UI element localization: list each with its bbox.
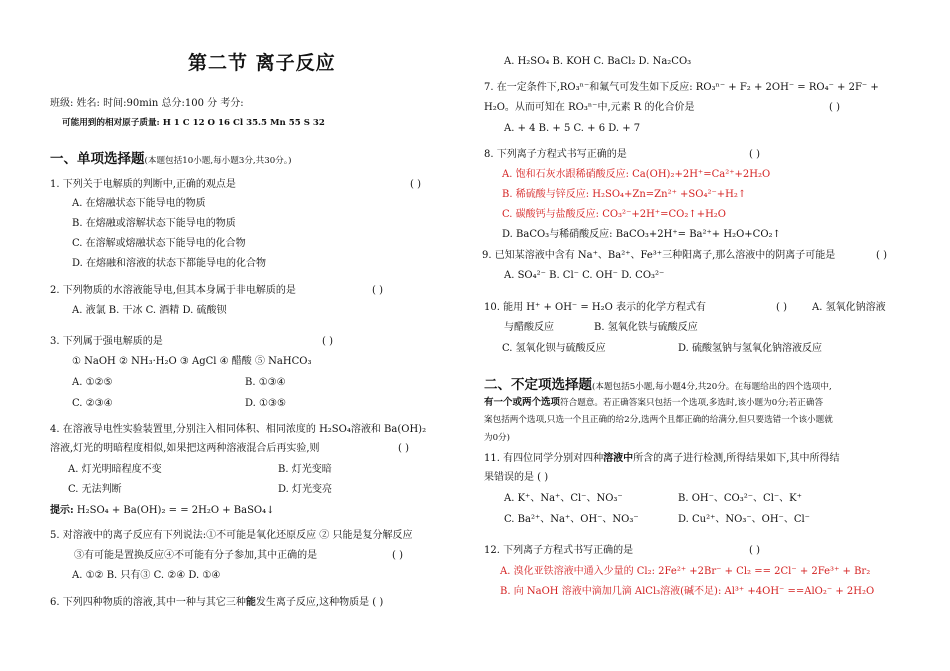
q4-option-d: D. 灯光变亮	[278, 484, 333, 495]
q2-stem: 2. 下列物质的水溶液能导电,但其本身属于非电解质的是	[50, 285, 296, 296]
q2-answer-paren[interactable]: ( )	[372, 285, 383, 296]
q2-options: A. 液氯 B. 干冰 C. 酒精 D. 硫酸钡	[72, 305, 227, 316]
q12-answer-paren[interactable]: ( )	[749, 545, 760, 556]
q5-line2: ③有可能是置换反应④不可能有分子参加,其中正确的是	[74, 550, 318, 561]
q6-stem-c: 发生离子反应,这种物质是 ( )	[255, 597, 384, 608]
q4-line2: 溶液,灯光的明暗程度相似,如果把这两种溶液混合后再实验,则	[50, 443, 320, 454]
q4-option-c: C. 无法判断	[68, 484, 122, 495]
section2-header	[484, 377, 832, 393]
q3-option-c: C. ②③④	[72, 398, 113, 409]
q5-options: A. ①② B. 只有③ C. ②④ D. ①④	[72, 570, 221, 581]
q11-line1	[484, 453, 839, 465]
q4-answer-paren[interactable]: ( )	[398, 443, 409, 454]
section1-heading: 一、单项选择题	[50, 151, 145, 167]
page-title: 第二节 离子反应	[188, 52, 336, 74]
q10-answer-paren[interactable]: ( )	[776, 302, 787, 313]
q9-options: A. SO₄²⁻ B. Cl⁻ C. OH⁻ D. CO₃²⁻	[504, 270, 665, 281]
q11-line2: 果错误的是 ( )	[484, 472, 549, 483]
q6-stem-a: 6. 下列四种物质的溶液,其中一种与其它三种	[50, 597, 246, 608]
hint-line	[50, 505, 275, 517]
q3-option-a: A. ①②⑤	[72, 377, 113, 388]
q3-items: ① NaOH ② NH₃·H₂O ③ AgCl ④ 醋酸 ⑤ NaHCO₃	[72, 356, 312, 367]
hint-text: H₂SO₄ + Ba(OH)₂ = = 2H₂O + BaSO₄↓	[76, 505, 275, 516]
section2-note2-line	[484, 397, 823, 408]
section2-note2-bold: 有一个或两个选项	[484, 397, 561, 408]
q6-stem	[50, 597, 383, 609]
q10-stem: 10. 能用 H⁺ + OH⁻ = H₂O 表示的化学方程式有	[484, 302, 707, 313]
q11-line1c: 所含的离子进行检测,所得结果如下,其中所得结	[633, 453, 840, 464]
q11-line1b: 溶液中	[603, 453, 634, 464]
q4-option-b: B. 灯光变暗	[278, 464, 332, 475]
q3-stem: 3. 下列属于强电解质的是	[50, 336, 163, 347]
q10-option-b: B. 氢氧化铁与硫酸反应	[594, 322, 698, 333]
q10-option-a-part1: A. 氢氧化钠溶液	[812, 302, 886, 313]
q5-line1: 5. 对溶液中的离子反应有下列说法:①不可能是氧化还原反应 ② 只能是复分解反应	[50, 530, 413, 541]
q1-option-b: B. 在熔融或溶解状态下能导电的物质	[72, 218, 236, 229]
section2-note4: 为0分)	[484, 433, 511, 443]
q1-option-d: D. 在熔融和溶液的状态下都能导电的化合物	[72, 258, 267, 269]
q3-option-d: D. ①③⑤	[245, 398, 286, 409]
q8-stem: 8. 下列离子方程式书写正确的是	[484, 149, 627, 160]
q9-answer-paren[interactable]: ( )	[876, 250, 887, 261]
q6-stem-b: 能	[245, 597, 256, 608]
q4-line1: 4. 在溶液导电性实验装置里,分别注入相同体积、相同浓度的 H₂SO₄溶液和 Ba(OH)₂	[50, 424, 427, 435]
q8-option-a: A. 饱和石灰水跟稀硝酸反应: Ca(OH)₂+2H⁺=Ca²⁺+2H₂O	[502, 169, 771, 180]
q8-option-d: D. BaCO₃与稀硝酸反应: BaCO₃+2H⁺= Ba²⁺+ H₂O+CO₂↑	[502, 229, 781, 240]
q5-answer-paren[interactable]: ( )	[392, 550, 403, 561]
q7-options: A. + 4 B. + 5 C. + 6 D. + 7	[504, 123, 641, 134]
q3-answer-paren[interactable]: ( )	[322, 336, 333, 347]
q11-line1a: 11. 有四位同学分别对四种	[484, 453, 604, 464]
q9-stem: 9. 已知某溶液中含有 Na⁺、Ba²⁺、Fe³⁺三种阳离子,那么溶液中的阴离子可能是	[482, 250, 836, 261]
section1-header	[50, 151, 291, 167]
q11-option-c: C. Ba²⁺、Na⁺、OH⁻、NO₃⁻	[504, 514, 639, 525]
q10-option-d: D. 硫酸氢钠与氢氧化钠溶液反应	[678, 343, 823, 354]
section1-note: (本题包括10小题,每小题3分,共30分。)	[144, 156, 292, 166]
q4-option-a: A. 灯光明暗程度不变	[68, 464, 162, 475]
q8-answer-paren[interactable]: ( )	[749, 149, 760, 160]
q11-option-b: B. OH⁻、CO₃²⁻、Cl⁻、K⁺	[678, 493, 802, 504]
q7-answer-paren[interactable]: ( )	[829, 102, 840, 113]
q1-option-a: A. 在熔融状态下能导电的物质	[72, 198, 206, 209]
section2-note2: 符合题意。若正确答案只包括一个选项,多选时,该小题为0分;若正确答	[560, 398, 824, 408]
section2-note3: 案包括两个选项,只选一个且正确的给2分,选两个且都正确的给满分,但只要选错一个该小题就	[484, 415, 833, 425]
q12-stem: 12. 下列离子方程式书写正确的是	[484, 545, 634, 556]
q7-line2: H₂O。从而可知在 RO₃ⁿ⁻中,元素 R 的化合价是	[484, 102, 695, 113]
section2-note1: (本题包括5小题,每小题4分,共20分。在每题给出的四个选项中,	[592, 382, 832, 392]
header-info: 班级: 姓名: 时间:90min 总分:100 分 考分:	[50, 98, 244, 109]
q8-option-c: C. 碳酸钙与盐酸反应: CO₃²⁻+2H⁺=CO₂↑+H₂O	[502, 209, 727, 220]
q7-line1: 7. 在一定条件下,RO₃ⁿ⁻和氟气可发生如下反应: RO₃ⁿ⁻ + F₂ + 2OH⁻ = RO₄⁻ + 2F⁻ +	[484, 82, 879, 93]
hint-label: 提示:	[50, 505, 74, 516]
q1-option-c: C. 在溶解或熔融状态下能导电的化合物	[72, 238, 246, 249]
q12-option-b: B. 向 NaOH 溶液中滴加几滴 AlCl₃溶液(碱不足): Al³⁺ +4OH⁻ ==AlO₂⁻ + 2H₂O	[500, 586, 875, 597]
q1-answer-paren[interactable]: ( )	[410, 179, 421, 190]
q3-option-b: B. ①③④	[245, 377, 286, 388]
q10-option-a-part2: 与醋酸反应	[504, 322, 554, 333]
section2-heading: 二、不定项选择题	[484, 377, 592, 393]
q11-option-a: A. K⁺、Na⁺、Cl⁻、NO₃⁻	[504, 493, 623, 504]
q10-option-c: C. 氢氧化钡与硫酸反应	[502, 343, 606, 354]
q12-option-a: A. 溴化亚铁溶液中通入少量的 Cl₂: 2Fe²⁺ +2Br⁻ + Cl₂ == 2Cl⁻ + 2Fe³⁺ + Br₂	[500, 566, 871, 577]
q8-option-b: B. 稀硫酸与锌反应: H₂SO₄+Zn=Zn²⁺ +SO₄²⁻+H₂↑	[502, 189, 747, 200]
q1-stem: 1. 下列关于电解质的判断中,正确的观点是	[50, 179, 236, 190]
atomic-masses: 可能用到的相对原子质量: H 1 C 12 O 16 Cl 35.5 Mn 55 S 32	[62, 118, 325, 128]
q6-options: A. H₂SO₄ B. KOH C. BaCl₂ D. Na₂CO₃	[504, 56, 692, 67]
q11-option-d: D. Cu²⁺、NO₃⁻、OH⁻、Cl⁻	[678, 514, 810, 525]
